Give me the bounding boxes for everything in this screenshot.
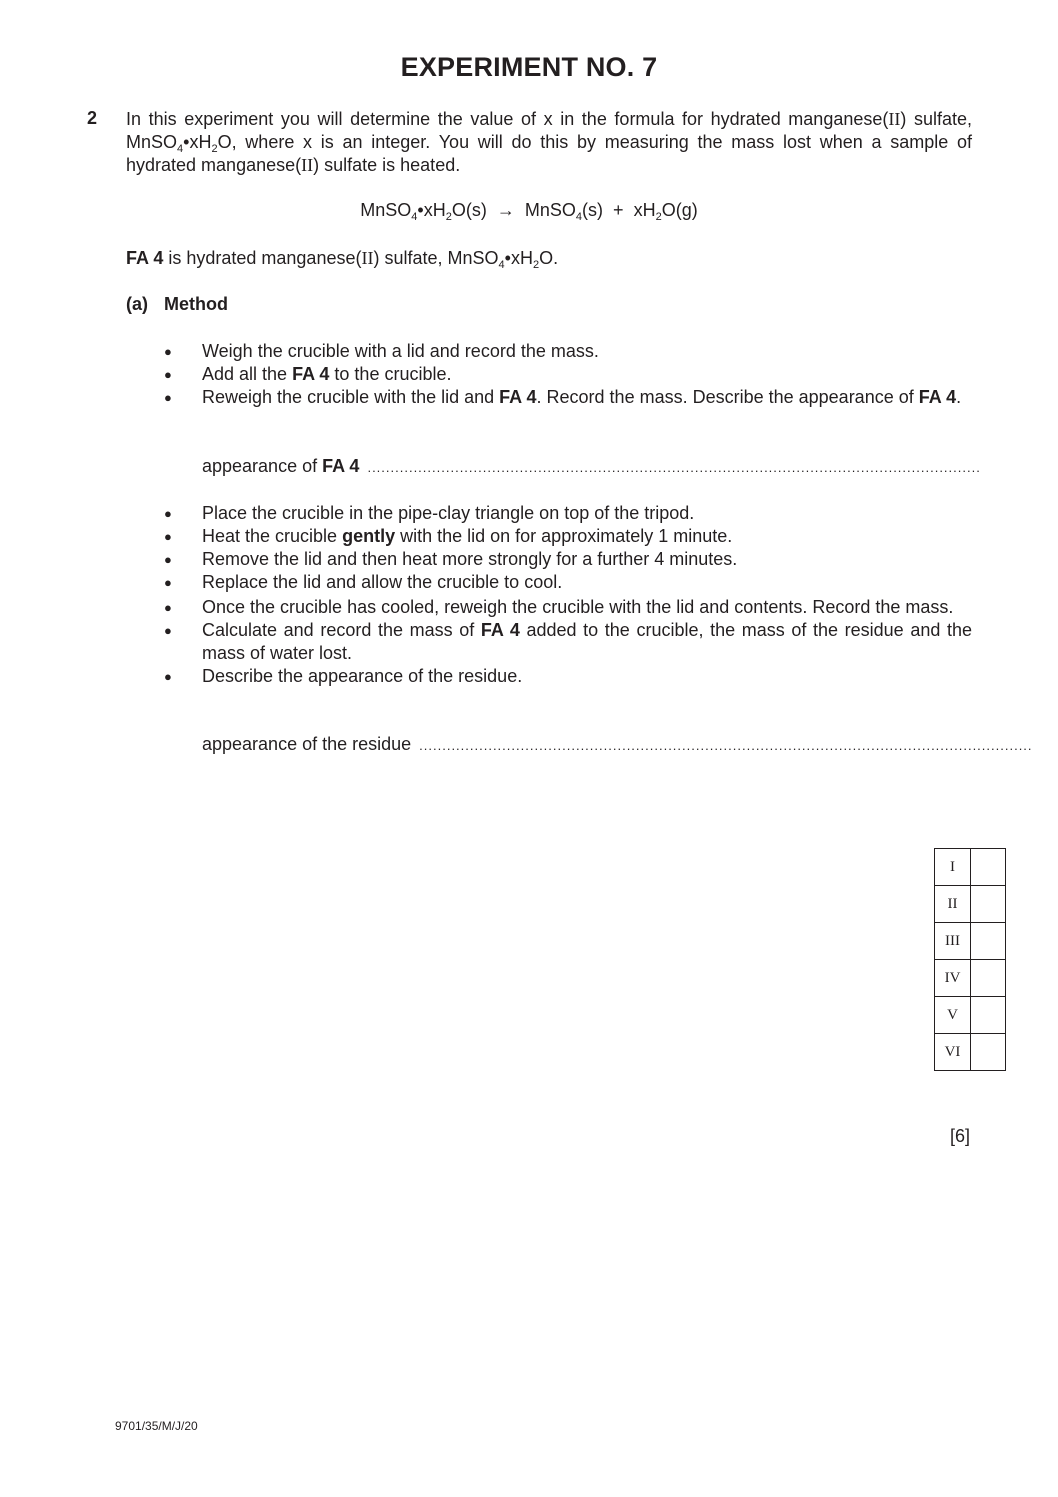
mark-box[interactable]: [971, 923, 1006, 960]
method-steps-2: [162, 502, 972, 688]
reaction-arrow: →: [496, 200, 515, 220]
page-title: EXPERIMENT NO. 7: [400, 52, 658, 82]
step-place-crucible: ● Place the crucible in the pipe-clay triangle on top of the tripod.: [162, 502, 972, 525]
fa4-statement: FA 4 is hydrated manganese(II) sulfate, $MnSO_4•xH_2O$.: [126, 248, 559, 271]
mark-box[interactable]: [971, 960, 1006, 997]
answer-line-residue-appearance[interactable]: [202, 734, 1033, 755]
step-calculate: ● Calculate and record the mass of FA 4 added to the crucible, the mass of the residue and the mass of water lost.: [162, 619, 972, 665]
step-add-fa4: ● Add all the FA 4 to the crucible.: [162, 363, 972, 386]
question-intro: In this experiment you will determine the value of x in the formula for hydrated manganese(II) sulfate, $MnSO_4•xH_2O$, where x is an integer. You will do this by measuring the mass lost when a sample of hydrated manganese(II) sulfate is heated.: [126, 109, 973, 175]
mark-row: [935, 886, 1006, 923]
step-cool: ● Replace the lid and allow the crucible to cool.: [162, 571, 972, 594]
step-weigh-crucible: ● Weigh the crucible with a lid and record the mass.: [162, 340, 972, 363]
answer-label: appearance of the residue: [202, 734, 412, 754]
mark-label: III: [935, 923, 971, 960]
reaction-equation: $MnSO_4•xH_2O(s)$ → MnSO$_4$(s) + $xH_2O(g)$: [360, 200, 698, 223]
paper-code-footer: 9701/35/M/J/20: [115, 1419, 198, 1433]
step-reweigh: ● Reweigh the crucible with the lid and FA 4. Record the mass. Describe the appearance of FA 4.: [162, 386, 972, 409]
mark-box[interactable]: [971, 886, 1006, 923]
mark-boxes-table: [934, 848, 1006, 1071]
total-marks: [6]: [949, 1126, 970, 1146]
step-describe-residue: ● Describe the appearance of the residue.: [162, 665, 972, 688]
mark-label: VI: [935, 1034, 971, 1071]
step-heat-gently: ● Heat the crucible gently with the lid on for approximately 1 minute.: [162, 525, 972, 548]
mark-row: [935, 1034, 1006, 1071]
method-heading: Method: [164, 294, 228, 314]
answer-dotted-line[interactable]: .....................................................................................................................................: [367, 460, 981, 475]
mark-row: [935, 997, 1006, 1034]
answer-label: appearance of FA 4: [202, 456, 360, 476]
mark-box[interactable]: [971, 1034, 1006, 1071]
mark-label: I: [935, 849, 971, 886]
mark-label: IV: [935, 960, 971, 997]
part-a-label: (a): [126, 294, 148, 314]
mark-label: II: [935, 886, 971, 923]
question-number: 2: [87, 108, 98, 128]
mark-row: [935, 849, 1006, 886]
mark-box[interactable]: [971, 849, 1006, 886]
mark-row: [935, 960, 1006, 997]
method-steps-1: [162, 340, 972, 409]
mark-label: V: [935, 997, 971, 1034]
answer-dotted-line[interactable]: .....................................................................................................................................: [419, 738, 1033, 753]
step-heat-strongly: ● Remove the lid and then heat more strongly for a further 4 minutes.: [162, 548, 972, 571]
mark-box[interactable]: [971, 997, 1006, 1034]
part-a-heading: [126, 294, 228, 315]
answer-line-fa4-appearance[interactable]: [202, 456, 981, 477]
step-reweigh-residue: ● Once the crucible has cooled, reweigh the crucible with the lid and contents. Record the mass.: [162, 596, 972, 619]
mark-row: [935, 923, 1006, 960]
